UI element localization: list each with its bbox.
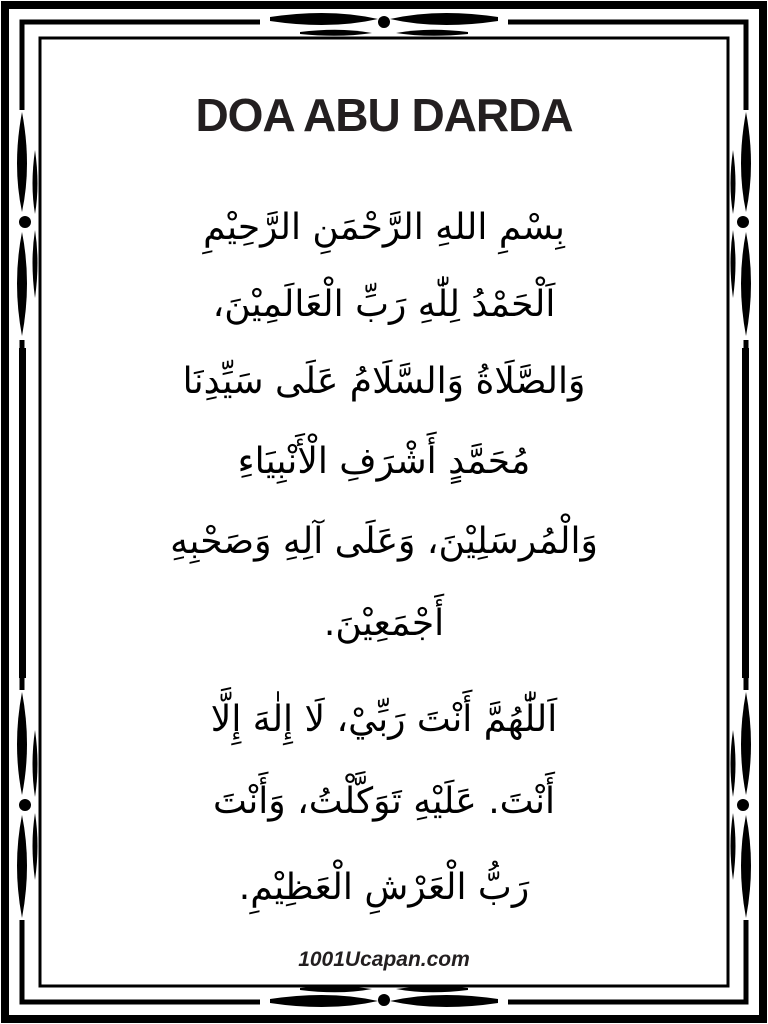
left-middle-bar	[19, 348, 26, 678]
prayer-line-6: أَجْمَعِيْنَ.	[323, 603, 445, 644]
page-title: DOA ABU DARDA	[195, 89, 573, 141]
prayer-line-3: وَالصَّلَاةُ وَالسَّلَامُ عَلَى سَيِّدِنَا	[182, 361, 586, 402]
prayer-line-2: اَلْحَمْدُ لِلّٰهِ رَبِّ الْعَالَمِيْنَ،	[212, 284, 556, 325]
prayer-line-4: مُحَمَّدٍ أَشْرَفِ الْأَنْبِيَاءِ	[237, 441, 531, 482]
prayer-line-5: وَالْمُرسَلِيْنَ، وَعَلَى آلِهِ وَصَحْبِهِ	[170, 521, 598, 562]
prayer-line-9: رَبُّ الْعَرْشِ الْعَظِيْمِ.	[238, 867, 530, 908]
document-content	[60, 0, 708, 1024]
right-middle-bar	[742, 348, 749, 678]
prayer-line-8: أَنْتَ. عَلَيْهِ تَوَكَّلْتُ، وَأَنْتَ	[212, 781, 556, 822]
prayer-line-7: اَللّٰهُمَّ أَنْتَ رَبِّيْ، لَا إِلٰهَ إِلَّا	[210, 699, 558, 740]
source-watermark: 1001Ucapan.com	[298, 948, 470, 971]
prayer-line-1: بِسْمِ اللهِ الرَّحْمَنِ الرَّحِيْمِ	[203, 207, 565, 248]
